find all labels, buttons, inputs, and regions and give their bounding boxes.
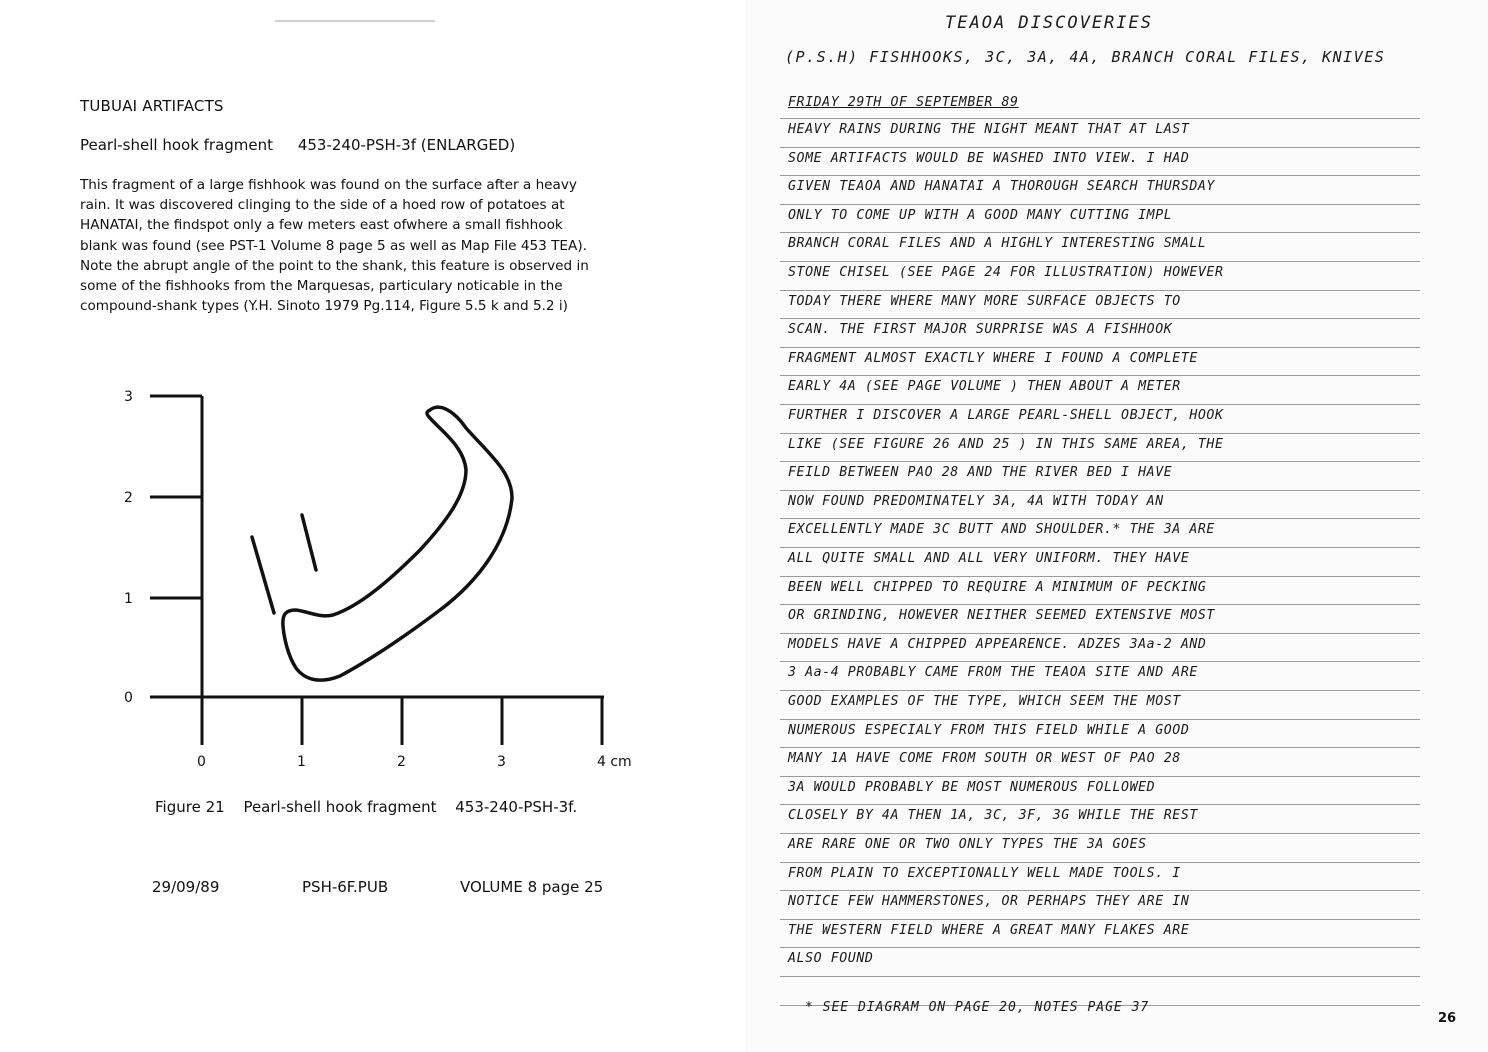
footer-file: PSH-6F.PUB [302, 878, 389, 896]
handwritten-line: SCAN. THE FIRST MAJOR SURPRISE WAS A FISHHOOK [788, 322, 1173, 338]
handwritten-line: ALSO FOUND [788, 951, 874, 967]
handwritten-line: CLOSELY BY 4A THEN 1A, 3C, 3F, 3G WHILE THE REST [788, 808, 1198, 824]
paragraph-line: HANATAI, the findspot only a few meters east ofwhere a small fishhook [80, 217, 563, 234]
handwritten-line: LIKE (SEE FIGURE 26 AND 25 ) IN THIS SAME AREA, THE [788, 436, 1224, 452]
handwritten-line: GIVEN TEAOA AND HANATAI A THOROUGH SEARCH THURSDAY [788, 179, 1215, 195]
paragraph-line: compound-shank types (Y.H. Sinoto 1979 Pg.114, Figure 5.5 k and 5.2 i) [80, 298, 568, 315]
y-tick-label: 3 [124, 389, 133, 405]
ruled-line [780, 833, 1420, 834]
ruled-line [780, 375, 1420, 376]
ruled-line [780, 147, 1420, 148]
paragraph-line: rain. It was discovered clinging to the side of a hoed row of potatoes at [80, 197, 565, 214]
ruled-line [780, 175, 1420, 176]
handwritten-line: 3 Aa-4 PROBABLY CAME FROM THE TEAOA SITE AND ARE [788, 665, 1198, 681]
handwritten-line: FROM PLAIN TO EXCEPTIONALLY WELL MADE TOOLS. I [788, 865, 1181, 881]
y-tick-label: 1 [124, 591, 133, 607]
handwritten-line: TODAY THERE WHERE MANY MORE SURFACE OBJECTS TO [788, 293, 1181, 309]
footer-volume: VOLUME 8 page 25 [460, 878, 604, 896]
ruled-line [780, 261, 1420, 262]
caption-figure-label: Figure 21 [155, 798, 225, 816]
paragraph-line: Note the abrupt angle of the point to the shank, this feature is observed in [80, 257, 589, 274]
footnote: * SEE DIAGRAM ON PAGE 20, NOTES PAGE 37 [805, 1000, 1150, 1015]
ruled-line [780, 690, 1420, 691]
ruled-line [780, 404, 1420, 405]
ruled-line [780, 919, 1420, 920]
figure-axes [150, 396, 604, 745]
ruled-line [780, 290, 1420, 291]
handwritten-line: ARE RARE ONE OR TWO ONLY TYPES THE 3A GOES [788, 837, 1147, 852]
y-tick-label: 0 [124, 690, 133, 706]
ruled-line [780, 518, 1420, 519]
ruled-line [780, 204, 1420, 205]
handwritten-line: BRANCH CORAL FILES AND A HIGHLY INTERESTING SMALL [788, 236, 1207, 252]
handwritten-line: NUMEROUS ESPECIALY FROM THIS FIELD WHILE A GOOD [788, 722, 1190, 738]
handwritten-line: 3A WOULD PROBABLY BE MOST NUMEROUS FOLLOWED [788, 779, 1156, 795]
handwritten-line: ONLY TO COME UP WITH A GOOD MANY CUTTING IMPL [788, 207, 1173, 223]
ruled-line [780, 747, 1420, 748]
handwritten-line: FEILD BETWEEN PAO 28 AND THE RIVER BED I HAVE [788, 465, 1173, 481]
page-number: 26 [1438, 1011, 1457, 1026]
ruled-line [780, 433, 1420, 434]
handwritten-line: NOW FOUND PREDOMINATELY 3A, 4A WITH TODAY AN [788, 493, 1164, 509]
ruled-line [780, 232, 1420, 233]
x-tick-label: 3 [497, 754, 506, 770]
caption-code: 453-240-PSH-3f. [455, 798, 578, 816]
y-tick-labels [124, 389, 133, 706]
ruled-line [780, 604, 1420, 605]
handwritten-line: STONE CHISEL (SEE PAGE 24 FOR ILLUSTRATION) HOWEVER [788, 265, 1224, 280]
handwritten-line: BEEN WELL CHIPPED TO REQUIRE A MINIMUM OF PECKING [788, 579, 1207, 595]
ruled-line [780, 576, 1420, 577]
paragraph-line: This fragment of a large fishhook was found on the surface after a heavy [80, 177, 577, 193]
paragraph-line: some of the fishhooks from the Marquesas, particulary noticable in the [80, 278, 563, 295]
hook-outline [252, 407, 512, 680]
handwritten-line: GOOD EXAMPLES OF THE TYPE, WHICH SEEM THE MOST [788, 694, 1181, 709]
handwritten-line: EARLY 4A (SEE PAGE VOLUME ) THEN ABOUT A METER [788, 379, 1181, 395]
ruled-line [780, 719, 1420, 720]
handwritten-line: FRAGMENT ALMOST EXACTLY WHERE I FOUND A COMPLETE [788, 350, 1198, 366]
handwritten-subtitle: (P.S.H) FISHHOOKS, 3C, 3A, 4A, BRANCH CORAL FILES, KNIVES [785, 48, 1386, 66]
ruled-line [780, 461, 1420, 462]
subtitle-code: 453-240-PSH-3f (ENLARGED) [297, 136, 516, 154]
handwritten-title: TEAOA DISCOVERIES [945, 13, 1153, 33]
page-heading: TUBUAI ARTIFACTS [80, 97, 224, 115]
subtitle-label: Pearl-shell hook fragment [80, 136, 274, 154]
handwritten-line: EXCELLENTLY MADE 3C BUTT AND SHOULDER.* THE 3A ARE [788, 522, 1215, 538]
point-line-right [302, 515, 316, 570]
journal-date: FRIDAY 29TH OF SEPTEMBER 89 [788, 95, 1019, 110]
ruled-line [780, 947, 1420, 948]
handwritten-line: MODELS HAVE A CHIPPED APPEARENCE. ADZES 3Aa-2 AND [788, 636, 1207, 652]
ruled-line [780, 890, 1420, 891]
handwritten-line: FURTHER I DISCOVER A LARGE PEARL-SHELL OBJECT, HOOK [788, 408, 1224, 423]
footer-date: 29/09/89 [152, 878, 220, 896]
x-tick-label: 1 [297, 754, 306, 770]
handwritten-line: ALL QUITE SMALL AND ALL VERY UNIFORM. THEY HAVE [788, 551, 1190, 566]
handwritten-line: HEAVY RAINS DURING THE NIGHT MEANT THAT AT LAST [788, 122, 1190, 137]
ruled-line [780, 804, 1420, 805]
ruled-line [780, 347, 1420, 348]
ruled-line [780, 547, 1420, 548]
paragraph-line: blank was found (see PST-1 Volume 8 page 5 as well as Map File 453 TEA). [80, 237, 587, 254]
handwritten-line: OR GRINDING, HOWEVER NEITHER SEEMED EXTENSIVE MOST [788, 608, 1215, 624]
point-line-left [252, 537, 274, 613]
ruled-line [780, 776, 1420, 777]
ruled-line [780, 976, 1420, 977]
y-tick-label: 2 [124, 490, 133, 506]
figure-caption [155, 798, 591, 816]
ruled-line [780, 318, 1420, 319]
x-tick-labels [197, 754, 632, 770]
ruled-line [780, 633, 1420, 634]
handwritten-line: THE WESTERN FIELD WHERE A GREAT MANY FLAKES ARE [788, 922, 1190, 938]
handwritten-line: NOTICE FEW HAMMERSTONES, OR PERHAPS THEY ARE IN [788, 894, 1190, 910]
ruled-line [780, 661, 1420, 662]
x-tick-label: 4 cm [597, 754, 632, 770]
ruled-line [780, 118, 1420, 119]
ruled-line [780, 862, 1420, 863]
hook-fragment-shape [283, 407, 512, 680]
ruled-line [780, 490, 1420, 491]
handwritten-line: SOME ARTIFACTS WOULD BE WASHED INTO VIEW. I HAD [788, 150, 1190, 166]
handwritten-line: MANY 1A HAVE COME FROM SOUTH OR WEST OF PAO 28 [788, 751, 1181, 767]
caption-description: Pearl-shell hook fragment [243, 798, 437, 816]
x-tick-label: 0 [197, 754, 206, 770]
x-tick-label: 2 [397, 754, 406, 770]
